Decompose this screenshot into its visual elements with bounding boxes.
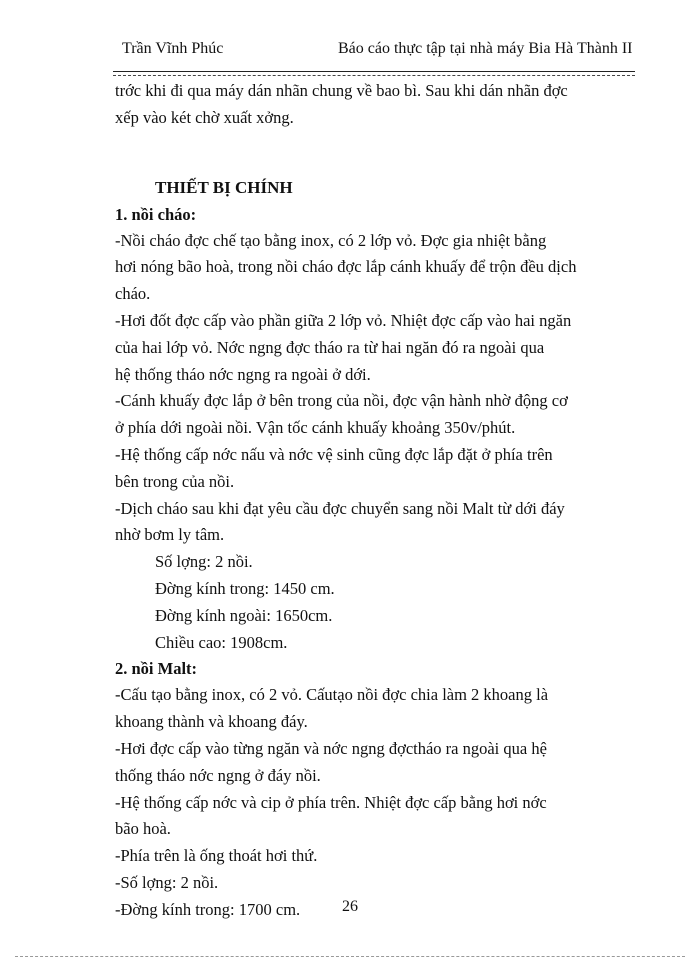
paragraph-line: -Hệ thống cấp nớc nấu và nớc vệ sinh cũng đợc lắp đặt ở phía trên bbox=[115, 444, 553, 464]
section-title: THIẾT BỊ CHÍNH bbox=[155, 177, 293, 197]
spec-line: Đờng kính trong: 1450 cm. bbox=[155, 578, 335, 598]
paragraph-line: hơi nóng bão hoà, trong nồi cháo đợc lắp cánh khuấy để trộn đều dịch bbox=[115, 257, 577, 277]
paragraph-line: của hai lớp vỏ. Nớc ngng đợc tháo ra từ hai ngăn đó ra ngoài qua bbox=[115, 337, 545, 357]
spec-line: Đờng kính ngoài: 1650cm. bbox=[155, 605, 333, 625]
paragraph-line: -Hệ thống cấp nớc và cip ở phía trên. Nhiệt đợc cấp bằng hơi nớc bbox=[115, 792, 547, 812]
paragraph-line: -Nồi cháo đợc chế tạo bằng inox, có 2 lớp vỏ. Đợc gia nhiệt bằng bbox=[115, 230, 547, 250]
paragraph-line: -Dịch cháo sau khi đạt yêu cầu đợc chuyển sang nồi Malt từ dới đáy bbox=[115, 498, 565, 518]
paragraph-line: khoang thành và khoang đáy. bbox=[115, 712, 308, 732]
paragraph-line: thống tháo nớc ngng ở đáy nồi. bbox=[115, 765, 321, 785]
page-number: 26 bbox=[342, 898, 358, 915]
paragraph-line: cháo. bbox=[115, 284, 151, 304]
spec-line: Chiều cao: 1908cm. bbox=[155, 632, 288, 652]
paragraph-line: bên trong của nồi. bbox=[115, 471, 235, 491]
paragraph-line: nhờ bơm ly tâm. bbox=[115, 525, 225, 545]
subsection-heading-1: 1. nồi cháo: bbox=[115, 204, 197, 224]
header-rule bbox=[113, 71, 635, 72]
paragraph-line: -Số lợng: 2 nồi. bbox=[115, 872, 219, 892]
header-report-title: Báo cáo thực tập tại nhà máy Bia Hà Thành II bbox=[338, 40, 633, 57]
subsection-heading-2: 2. nồi Malt: bbox=[115, 659, 198, 679]
footer-rule bbox=[15, 956, 685, 957]
paragraph-line: -Cấu tạo bằng inox, có 2 vỏ. Cấutạo nồi đợc chia làm 2 khoang là bbox=[115, 685, 549, 705]
document-body bbox=[115, 78, 637, 924]
paragraph-line: ở phía dới ngoài nồi. Vận tốc cánh khuấy khoảng 350v/phút. bbox=[115, 418, 516, 438]
intro-line: trớc khi đi qua máy dán nhãn chung về bao bì. Sau khi dán nhãn đợc bbox=[115, 81, 568, 100]
paragraph-line: -Đờng kính trong: 1700 cm. bbox=[115, 899, 301, 919]
spec-line: Số lợng: 2 nồi. bbox=[155, 552, 253, 572]
paragraph-line: -Phía trên là ống thoát hơi thứ. bbox=[115, 846, 318, 866]
intro-line: xếp vào két chờ xuất xởng. bbox=[115, 107, 294, 127]
header-rule-dashed bbox=[113, 75, 635, 76]
paragraph-line: hệ thống tháo nớc ngng ra ngoài ở dới. bbox=[115, 364, 371, 384]
paragraph-line: -Hơi đốt đợc cấp vào phần giữa 2 lớp vỏ. Nhiệt đợc cấp vào hai ngăn bbox=[115, 310, 572, 330]
paragraph-line: -Hơi đợc cấp vào từng ngăn và nớc ngng đợctháo ra ngoài qua hệ bbox=[115, 738, 547, 758]
paragraph-line: bão hoà. bbox=[115, 819, 171, 839]
header-author: Trần Vĩnh Phúc bbox=[122, 40, 224, 57]
paragraph-line: -Cánh khuấy đợc lắp ở bên trong của nồi, đợc vận hành nhờ động cơ bbox=[115, 391, 568, 411]
